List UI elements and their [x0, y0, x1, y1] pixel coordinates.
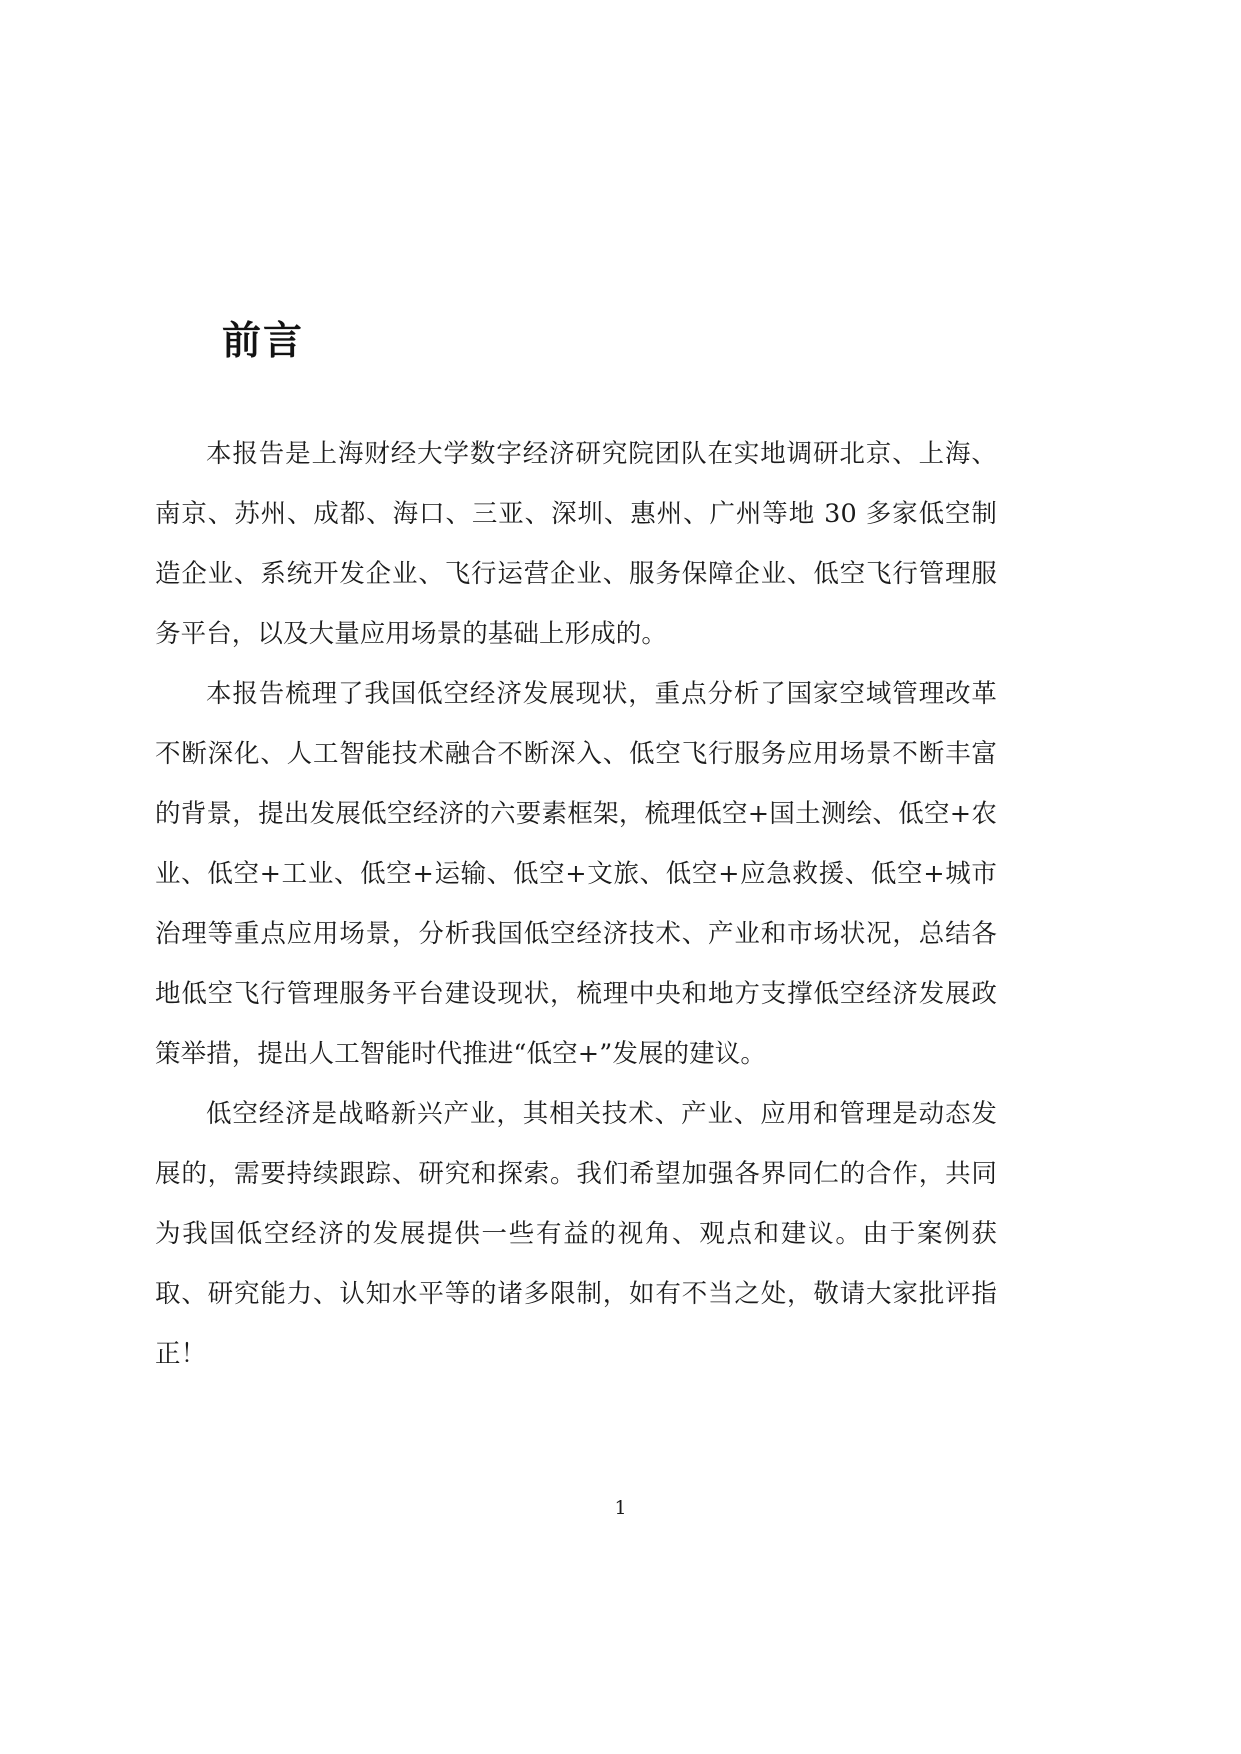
- paragraph-2: 本报告梳理了我国低空经济发展现状，重点分析了国家空域管理改革不断深化、人工智能技术融合不断深入、低空飞行服务应用场景不断丰富的背景，提出发展低空经济的六要素框架，梳理低空+国土测绘、低空+农业、低空+工业、低空+运输、低空+文旅、低空+应急救援、低空+城市治理等重点应用场景，分析我国低空经济技术、产业和市场状况，总结各地低空飞行管理服务平台建设现状，梳理中央和地方支撑低空经济发展政策举措，提出人工智能时代推进“低空+”发展的建议。: [155, 679, 997, 1069]
- page-title: 前言: [222, 319, 305, 365]
- document-body: [155, 424, 997, 1384]
- paragraph-3: 低空经济是战略新兴产业，其相关技术、产业、应用和管理是动态发展的，需要持续跟踪、研究和探索。我们希望加强各界同仁的合作，共同为我国低空经济的发展提供一些有益的视角、观点和建议。由于案例获取、研究能力、认知水平等的诸多限制，如有不当之处，敬请大家批评指正！: [155, 1099, 997, 1369]
- page-number: 1: [614, 1497, 627, 1519]
- paragraph-1: 本报告是上海财经大学数字经济研究院团队在实地调研北京、上海、南京、苏州、成都、海口、三亚、深圳、惠州、广州等地 30 多家低空制造企业、系统开发企业、飞行运营企业、服务保障企业、低空飞行管理服务平台，以及大量应用场景的基础上形成的。: [155, 439, 997, 649]
